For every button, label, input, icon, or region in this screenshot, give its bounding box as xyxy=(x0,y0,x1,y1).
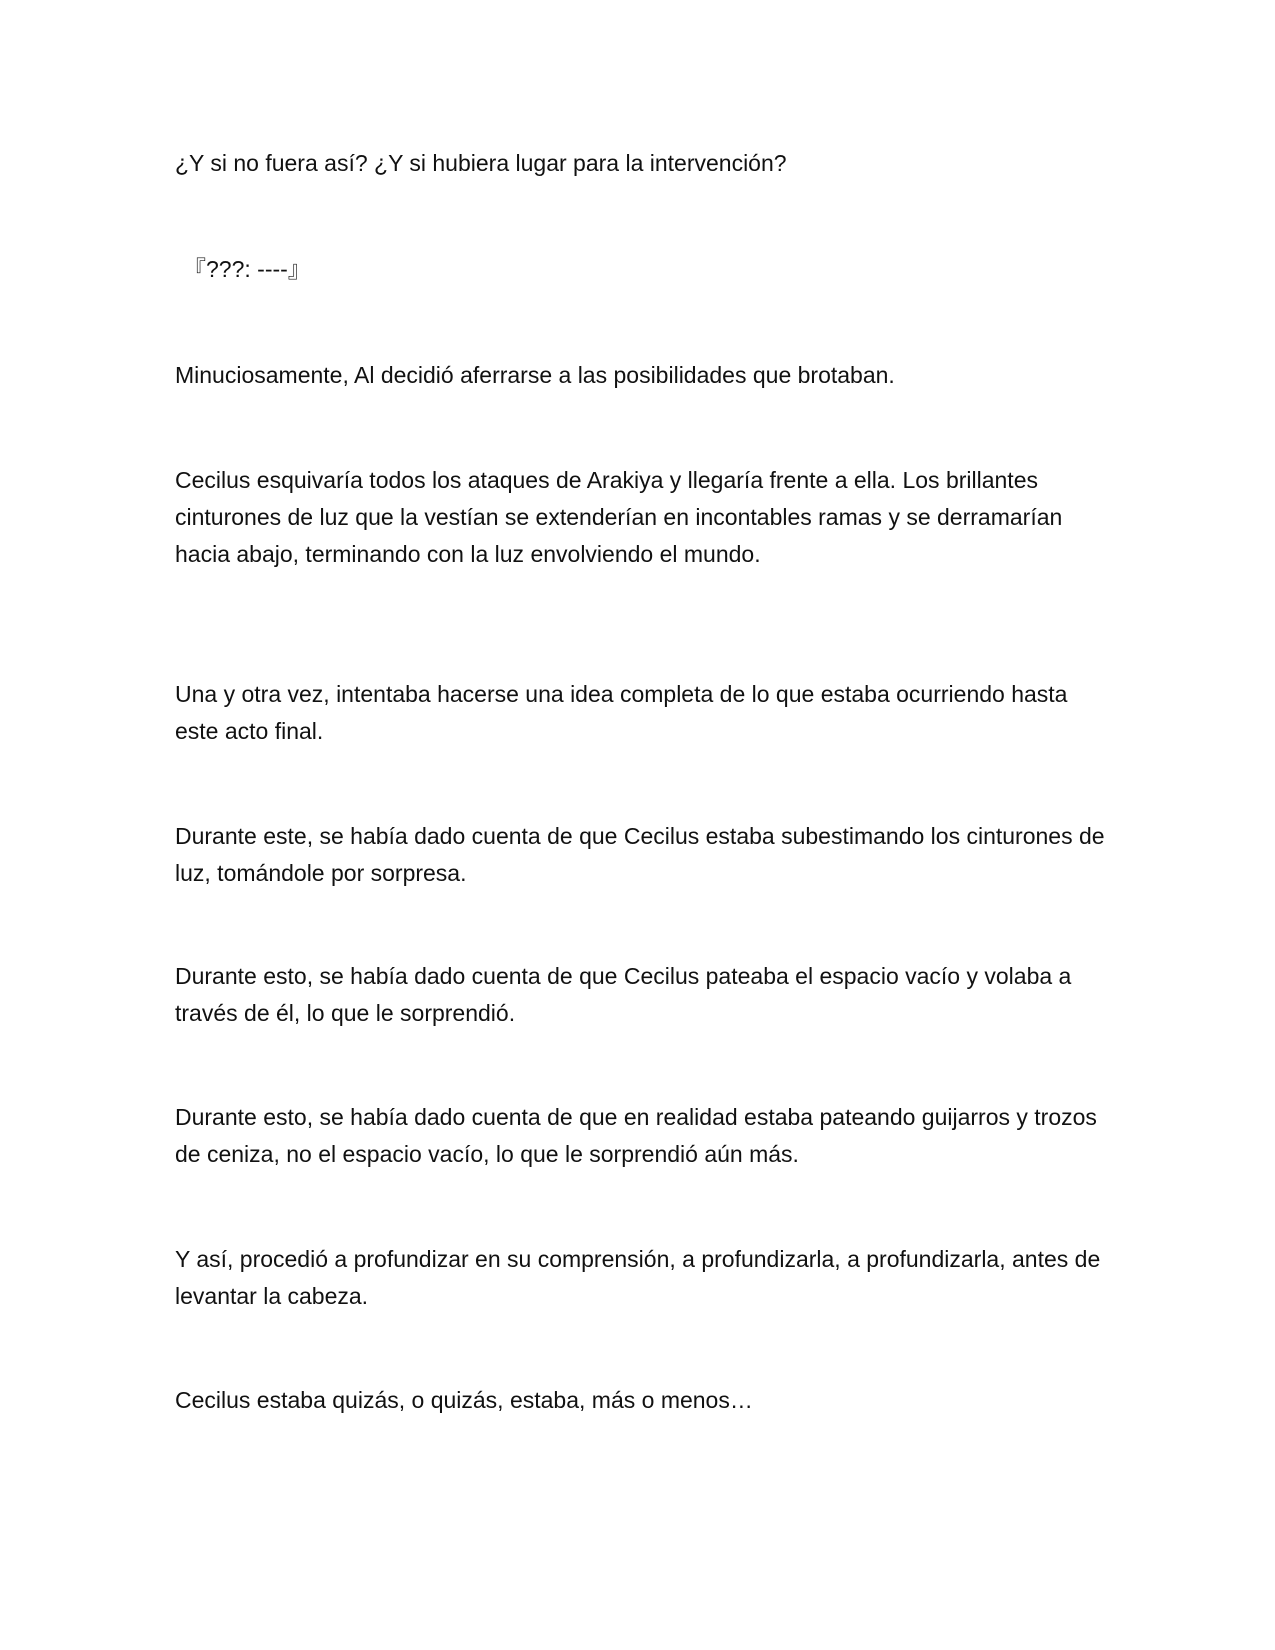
paragraph-unknown-speaker: 『???: ----』 xyxy=(183,256,311,282)
paragraph-al-decides: Minuciosamente, Al decidió aferrarse a las posibilidades que brotaban. xyxy=(175,362,895,388)
paragraph-complete-idea: Una y otra vez, intentaba hacerse una idea completa de lo que estaba ocurriendo hasta este acto final. xyxy=(175,681,1068,744)
paragraph-kicking-space: Durante esto, se había dado cuenta de que Cecilus pateaba el espacio vacío y volaba a través de él, lo que le sorprendió. xyxy=(175,963,1072,1026)
paragraph-deepening: Y así, procedió a profundizar en su comprensión, a profundizarla, a profundizarla, antes de levantar la cabeza. xyxy=(175,1246,1101,1309)
paragraph-intervention-question: ¿Y si no fuera así? ¿Y si hubiera lugar para la intervención? xyxy=(175,150,787,176)
paragraph-cecilus-dodges: Cecilus esquivaría todos los ataques de Arakiya y llegaría frente a ella. Los brillantes cinturones de luz que la vestían se extenderían en incontables ramas y se derramarían hacia abajo, terminando con la luz envolviendo el mundo. xyxy=(175,467,1063,567)
paragraph-kicking-pebbles: Durante esto, se había dado cuenta de que en realidad estaba pateando guijarros y trozos de ceniza, no el espacio vacío, lo que le sorprendió aún más. xyxy=(175,1104,1097,1167)
paragraph-underestimating: Durante este, se había dado cuenta de que Cecilus estaba subestimando los cinturones de luz, tomándole por sorpresa. xyxy=(175,823,1105,886)
paragraph-cecilus-perhaps: Cecilus estaba quizás, o quizás, estaba, más o menos… xyxy=(175,1387,753,1413)
